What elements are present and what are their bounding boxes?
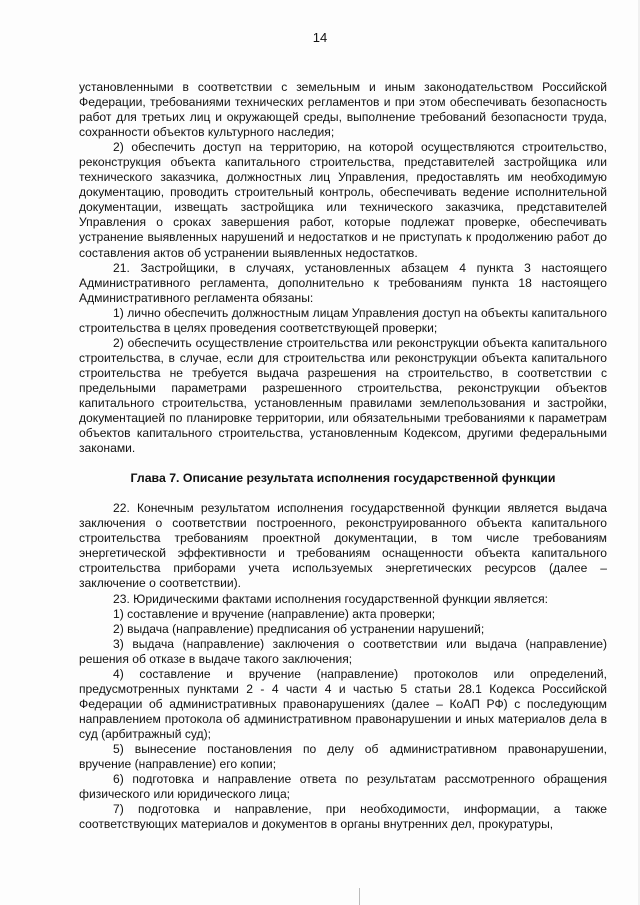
page-number: 14 <box>312 30 328 45</box>
paragraph: 2) обеспечить доступ на территорию, на которой осуществляются строительство, реконструкция объекта капитального строительства, представителей застройщика или технического заказчика, должностных лиц Управления, предоставлять им необходимую документацию, проводить строительный контроль, обеспечивать ведение исполнительной документации, извещать застройщика или технического заказчика, представителей Управления о сроках завершения работ, которые подлежат проверке, обеспечивать устранение выявленных нарушений и недостатков и не приступать к продолжению работ до составления актов об устранении выявленных недостатков. <box>79 140 607 260</box>
paragraph: 2) обеспечить осуществление строительства или реконструкции объекта капитального строительства, в случае, если для строительства или реконструкции объекта капитального строительства не требуется выдача разрешения на строительство, в соответствии с предельными параметрами разрешенного строительства, реконструкции объектов капитального строительства, установленным правилами землепользования и застройки, документацией по планировке территории, или обязательными требованиями к параметрам объектов капитального строительства, установленным Кодексом, другими федеральными законами. <box>79 335 607 456</box>
list-item: 6) подготовка и направление ответа по результатам рассмотренного обращения физического или юридического лица; <box>79 772 607 802</box>
document-body <box>79 80 607 832</box>
list-item: 4) составление и вручение (направление) протоколов или определений, предусмотренных пунктами 2 - 4 части 4 и частью 5 статьи 28.1 Кодекса Российской Федерации об административных правонарушениях (далее – КоАП РФ) с последующим направлением протокола об административном правонарушении и иных материалов дела в суд (арбитражный суд); <box>79 666 607 741</box>
list-item: 5) вынесение постановления по делу об административном правонарушении, вручение (направление) его копии; <box>79 741 607 772</box>
paragraph: 1) лично обеспечить должностным лицам Управления доступ на объекты капитального строительства в целях проведения соответствующей проверки; <box>79 305 607 335</box>
paragraph: 23. Юридическими фактами исполнения государственной функции является: <box>113 591 548 606</box>
list-item: 2) выдача (направление) предписания об устранении нарушений; <box>113 621 485 636</box>
scan-artifact <box>359 888 360 905</box>
paragraph: 21. Застройщики, в случаях, установленных абзацем 4 пункта 3 настоящего Административного регламента, дополнительно к требованиям пункта 18 настоящего Административного регламента обязаны: <box>79 260 607 305</box>
list-item: 7) подготовка и направление, при необходимости, информации, а также соответствующих материалов и документов в органы внутренних дел, прокуратуры, <box>79 802 607 832</box>
list-item: 3) выдача (направление) заключения о соответствии или выдача (направление) решения об отказе в выдаче такого заключения; <box>79 636 607 666</box>
list-item: 1) составление и вручение (направление) акта проверки; <box>113 606 436 621</box>
chapter-heading: Глава 7. Описание результата исполнения государственной функции <box>130 471 556 486</box>
paragraph: установленными в соответствии с земельным и иным законодательством Российской Федерации, требованиями технических регламентов и при этом обеспечивать безопасность работ для третьих лиц и окружающей среды, выполнение требований безопасности труда, сохранности объектов культурного наследия; <box>79 80 607 140</box>
paragraph: 22. Конечным результатом исполнения государственной функции является выдача заключения о соответствии построенного, реконструированного объекта капитального строительства требованиям проектной документации, в том числе требованиям энергетической эффективности и требованиям оснащенности объекта капитального строительства приборами учета используемых энергетических ресурсов (далее – заключение о соответствии). <box>79 501 607 591</box>
